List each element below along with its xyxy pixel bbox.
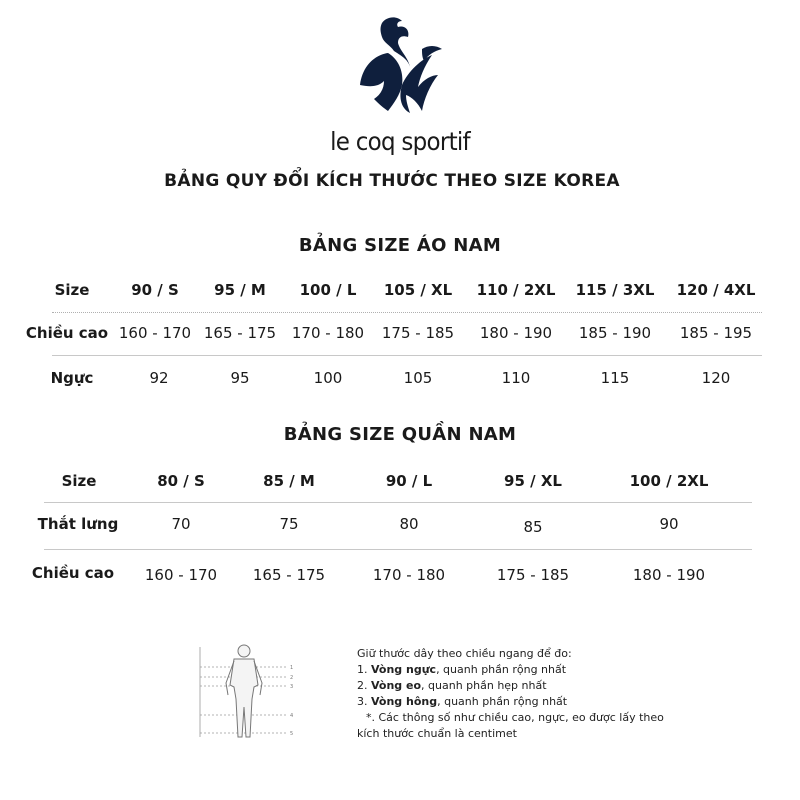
- brand-logo: [300, 15, 500, 155]
- table-cell: 70: [171, 515, 191, 533]
- table-cell: 90: [659, 515, 679, 533]
- row-label: Chiều cao: [25, 324, 109, 342]
- figure-mark: 1: [290, 665, 294, 671]
- note-item-hip: [357, 694, 664, 710]
- size-header: 110 / 2XL: [476, 281, 556, 299]
- note-bold: Vòng eo: [371, 679, 422, 692]
- table-cell: 95: [230, 369, 250, 387]
- figure-mark: 4: [290, 713, 294, 719]
- table-cell: 160 - 170: [118, 324, 192, 342]
- note-item-chest: [357, 662, 664, 678]
- table-divider: [44, 502, 752, 503]
- size-header: 90 / L: [385, 472, 433, 490]
- size-header: 120 / 4XL: [676, 281, 756, 299]
- size-header: 85 / M: [263, 472, 315, 490]
- brand-name: le coq sportif: [330, 127, 470, 156]
- table-cell: 175 - 185: [496, 566, 570, 584]
- table-divider: [44, 549, 752, 550]
- measurement-notes: [357, 646, 664, 742]
- note-prefix: 2.: [357, 679, 371, 692]
- table-cell: 185 - 190: [578, 324, 652, 342]
- figure-mark: 5: [290, 731, 294, 737]
- note-prefix: 3.: [357, 695, 371, 708]
- size-header: 100 / L: [299, 281, 357, 299]
- size-header-label: Size: [54, 281, 90, 299]
- table-cell: 180 - 190: [479, 324, 553, 342]
- row-label: Chiều cao: [31, 564, 115, 582]
- table-cell: 110: [501, 369, 531, 387]
- figure-mark: 3: [290, 684, 294, 690]
- table-cell: 170 - 180: [372, 566, 446, 584]
- table-cell: 115: [600, 369, 630, 387]
- table-cell: 75: [279, 515, 299, 533]
- note-bold: Vòng hông: [371, 695, 438, 708]
- table-cell: 185 - 195: [679, 324, 753, 342]
- body-measurement-figure-icon: [198, 637, 298, 742]
- table-cell: 165 - 175: [203, 324, 277, 342]
- size-header: 95 / XL: [504, 472, 562, 490]
- note-bold: Vòng ngực: [371, 663, 437, 676]
- table-divider: [52, 355, 762, 356]
- table-cell: 120: [701, 369, 731, 387]
- table-cell: 92: [149, 369, 169, 387]
- note-footnote-cont: kích thước chuẩn là centimet: [357, 727, 517, 740]
- rooster-logo-icon: [352, 15, 448, 125]
- note-footnote: *. Các thông số như chiều cao, ngực, eo được lấy theo: [366, 711, 664, 724]
- size-header: 95 / M: [214, 281, 266, 299]
- table-cell: 100: [313, 369, 343, 387]
- note-item-waist: [357, 678, 664, 694]
- table-cell: 180 - 190: [632, 566, 706, 584]
- row-label: Thắt lưng: [37, 515, 119, 533]
- shirt-table-title: BẢNG SIZE ÁO NAM: [298, 235, 502, 256]
- table-cell: 85: [523, 518, 543, 536]
- table-cell: 105: [403, 369, 433, 387]
- size-header: 100 / 2XL: [629, 472, 709, 490]
- size-header-label: Size: [61, 472, 97, 490]
- table-cell: 80: [399, 515, 419, 533]
- table-divider: [52, 312, 762, 313]
- page-title: BẢNG QUY ĐỔI KÍCH THƯỚC THEO SIZE KOREA: [164, 171, 620, 191]
- notes-intro: Giữ thước dây theo chiều ngang để đo:: [357, 647, 572, 660]
- pants-table-title: BẢNG SIZE QUẦN NAM: [283, 424, 517, 445]
- note-rest: , quanh phần rộng nhất: [436, 663, 567, 676]
- figure-mark: 2: [290, 675, 294, 681]
- note-rest: , quanh phần hẹp nhất: [421, 679, 547, 692]
- size-header: 80 / S: [157, 472, 205, 490]
- note-rest: , quanh phần rộng nhất: [437, 695, 568, 708]
- table-cell: 160 - 170: [144, 566, 218, 584]
- table-cell: 170 - 180: [291, 324, 365, 342]
- row-label: Ngực: [50, 369, 94, 387]
- note-prefix: 1.: [357, 663, 371, 676]
- size-header: 105 / XL: [383, 281, 453, 299]
- size-header: 115 / 3XL: [575, 281, 655, 299]
- table-cell: 165 - 175: [252, 566, 326, 584]
- table-cell: 175 - 185: [381, 324, 455, 342]
- size-header: 90 / S: [131, 281, 179, 299]
